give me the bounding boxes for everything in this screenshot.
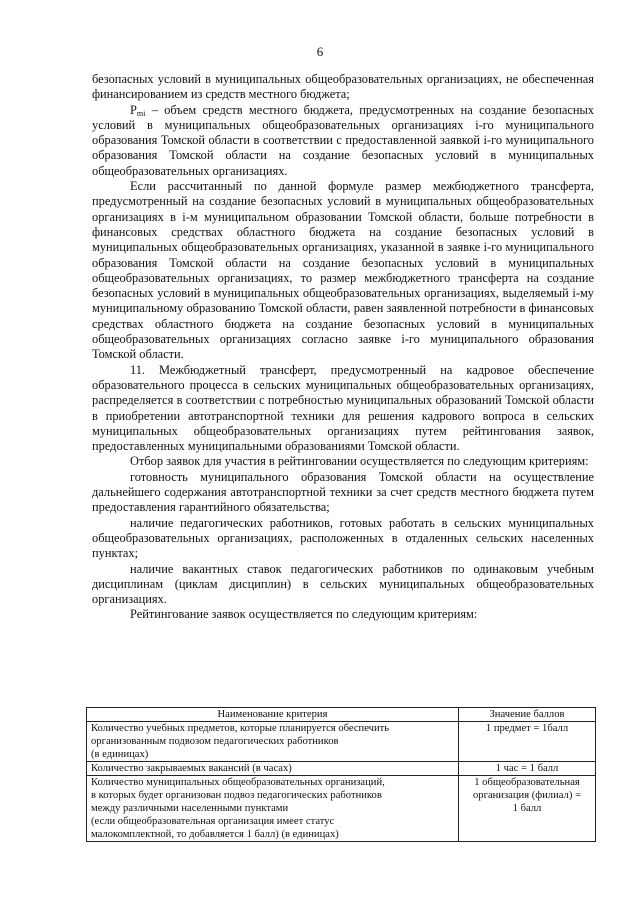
criterion-line: в которых будет организован подвоз педагогических работников <box>91 790 382 801</box>
page-number: 6 <box>316 44 324 59</box>
paragraph-1: безопасных условий в муниципальных общеобразовательных организациях, не обеспеченная финансированием из средств местного бюджета; <box>92 72 594 102</box>
header-criterion: Наименование критерия <box>87 708 459 722</box>
paragraph-4: 11. Межбюджетный трансферт, предусмотренный на кадровое обеспечение образовательного процесса в сельских муниципальных общеобразовательных организациях, распределяется в соответствии с потребностью муниципальных образований Томской области в приобретении автотранспортной техники для решения кадрового вопроса в сельских муниципальных общеобразовательных организациях путем рейтингования заявок, предоставленных муниципальными образованиями Томской области. <box>92 362 594 454</box>
criterion-line: организованным подвозом педагогических работников <box>91 736 339 747</box>
criterion-line: Количество закрываемых вакансий (в часах) <box>91 763 292 774</box>
table-row <box>87 762 596 776</box>
table-row <box>87 722 596 762</box>
criterion-line: малокомплектной, то добавляется 1 балл) (в единицах) <box>91 829 339 840</box>
criterion-line: между различными населенными пунктами <box>91 803 289 814</box>
criteria-table <box>86 707 596 842</box>
paragraph-2-text: – объем средств местного бюджета, предусмотренных на создание безопасных условий в муниципальных общеобразовательных организациях i-го муниципального образования Томской области в соответствии с предоставленной заявкой i-го муниципального образования Томской области на создание безопасных условий в муниципальных общеобразовательных организациях. <box>92 102 594 178</box>
paragraph-3: Если рассчитанный по данной формуле размер межбюджетного трансферта, предусмотренный на создание безопасных условий в муниципальных общеобразовательных организациях в i-м муниципальном образовании Томской области, больше потребности в финансовых средствах областного бюджета на создание безопасных условий в муниципальных общеобразовательных организациях, указанной в заявке i-го муниципального образования Томской области на создание безопасных условий в муниципальных общеобразовательных организациях, то размер межбюджетного трансферта на создание безопасных условий в муниципальных общеобразовательных организациях, выделяемый i-му муниципальному образованию Томской области, равен заявленной потребности в финансовых средствах областного бюджета на создание безопасных условий в муниципальных общеобразовательных организациях согласно заявке i-го муниципального образования Томской области. <box>92 179 594 362</box>
criterion-line: Количество муниципальных общеобразовательных организаций, <box>91 777 385 788</box>
paragraph-6: готовность муниципального образования Томской области на осуществление дальнейшего содержания автотранспортной техники за счет средств местного бюджета путем предоставления гарантийного обязательства; <box>92 469 594 515</box>
criterion-line: Количество учебных предметов, которые планируется обеспечить <box>91 723 390 734</box>
score-cell <box>459 762 596 776</box>
paragraph-8: наличие вакантных ставок педагогических работников по одинаковым учебным дисциплинам (циклам дисциплин) в сельских муниципальных общеобразовательных организациях. <box>92 561 594 607</box>
criterion-cell <box>87 722 459 762</box>
formula-symbol: P <box>130 102 137 117</box>
header-score: Значение баллов <box>459 708 596 722</box>
criterion-line: (в единицах) <box>91 749 149 760</box>
document-body <box>92 72 594 623</box>
paragraph-9: Рейтингование заявок осуществляется по следующим критериям: <box>130 607 478 622</box>
score-cell <box>459 776 596 842</box>
paragraph-7: наличие педагогических работников, готовых работать в сельских муниципальных общеобразовательных организациях, расположенных в отдаленных сельских населенных пунктах; <box>92 515 594 561</box>
criterion-line: (если общеобразовательная организация имеет статус <box>91 816 335 827</box>
criterion-cell <box>87 776 459 842</box>
paragraph-5: Отбор заявок для участия в рейтинговании осуществляется по следующим критериям: <box>130 454 589 469</box>
paragraph-2 <box>92 103 594 179</box>
score-line: 1 час = 1 балл <box>495 763 559 774</box>
table-header-row <box>87 708 596 722</box>
formula-subscript: mi <box>136 108 146 118</box>
table-row <box>87 776 596 842</box>
score-line: 1 балл <box>512 803 542 814</box>
criterion-cell <box>87 762 459 776</box>
score-line: 1 предмет = 1балл <box>485 723 569 734</box>
score-line: 1 общеобразовательная <box>474 777 580 788</box>
score-cell <box>459 722 596 762</box>
score-line: организация (филиал) = <box>473 790 581 801</box>
